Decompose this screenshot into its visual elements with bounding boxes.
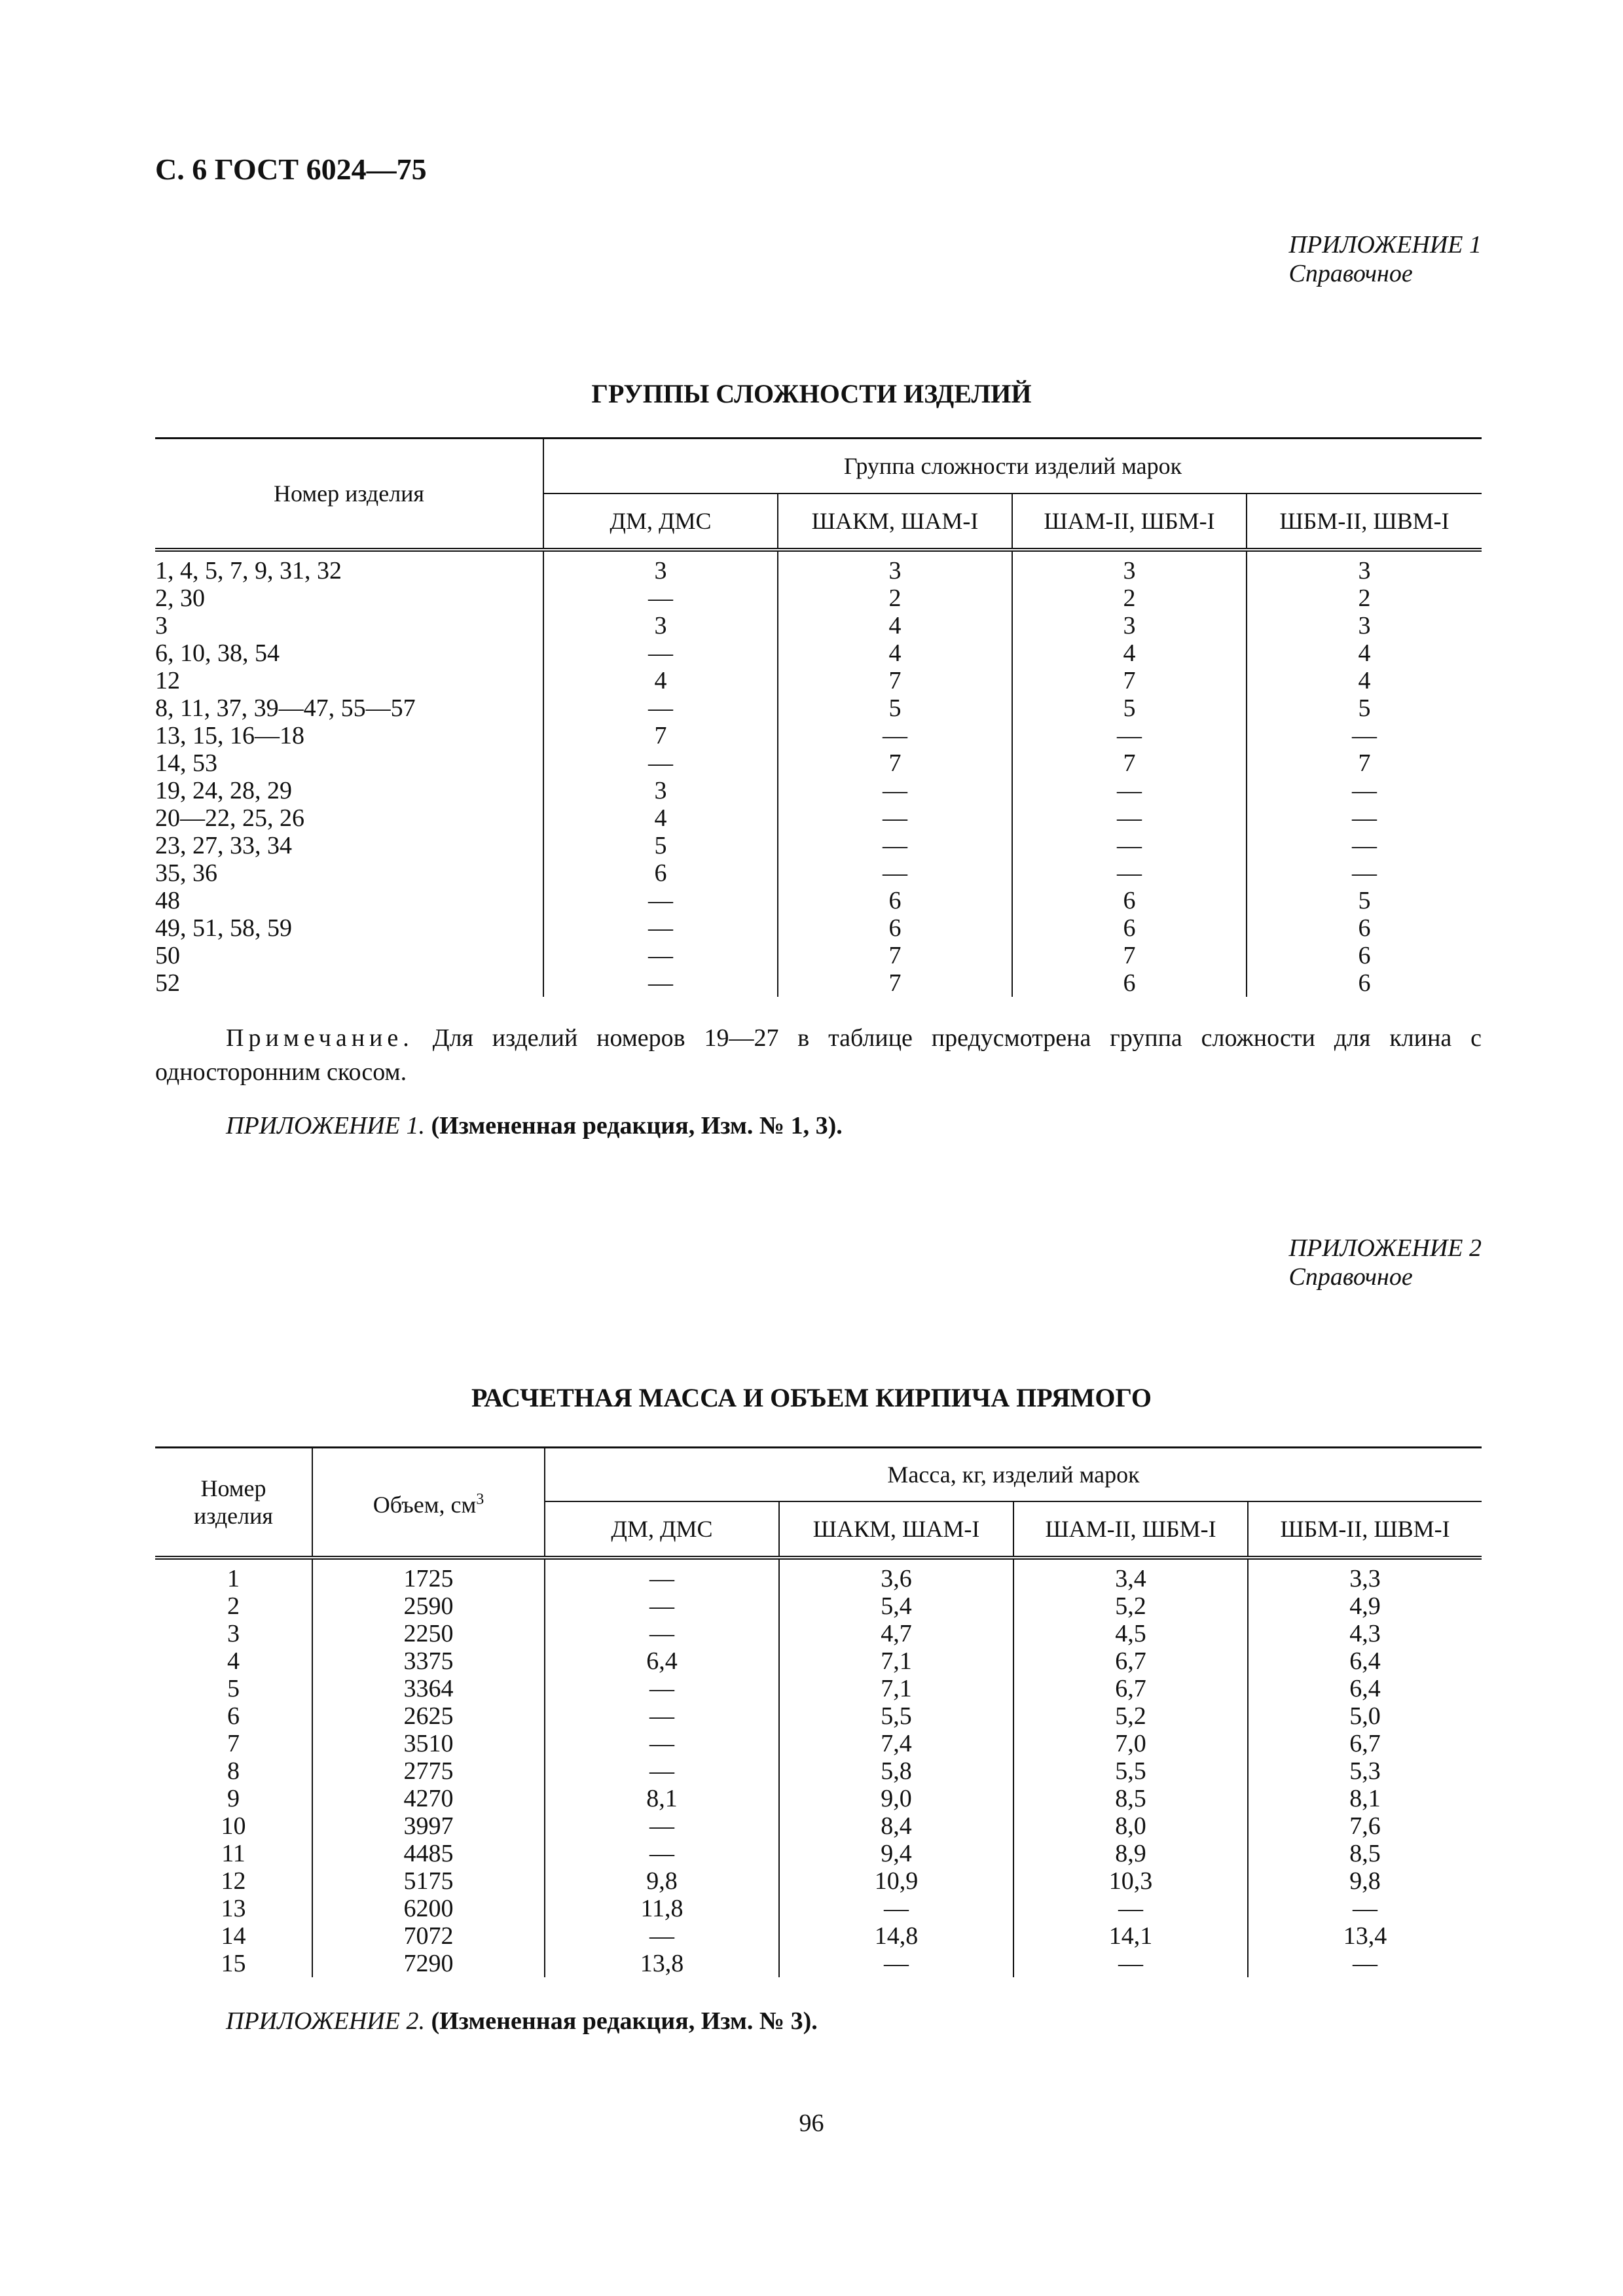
table-cell: 3,3 [1248, 1558, 1482, 1592]
table-cell: 3 [1012, 612, 1247, 639]
table-row [155, 694, 1482, 722]
appendix-2-change [226, 2007, 818, 2036]
table-cell: — [1012, 832, 1247, 859]
appendix-1-title: ПРИЛОЖЕНИЕ 1 [1288, 231, 1482, 259]
table-cell: 8,1 [545, 1785, 779, 1812]
table-cell: 5 [778, 694, 1012, 722]
table-cell: — [545, 1730, 779, 1757]
table-2-body [155, 1558, 1482, 1977]
table-cell: — [543, 887, 778, 914]
table-cell: 14, 53 [155, 749, 217, 777]
table-cell: 2 [1012, 584, 1247, 612]
table-cell: 5 [1012, 694, 1247, 722]
change-1-text: (Измененная редакция, Изм. № 1, 3). [424, 1112, 843, 1139]
table-cell: 4 [227, 1647, 240, 1675]
table-cell: 7 [1247, 749, 1482, 777]
table-cell: 7 [778, 969, 1012, 997]
table-cell: 6 [1247, 969, 1482, 997]
table-cell: — [1247, 722, 1482, 749]
table-cell: 2250 [312, 1620, 545, 1647]
table-cell: 3 [543, 612, 778, 639]
appendix-2-subtitle: Справочное [1288, 1263, 1413, 1291]
table-cell: 7,0 [1013, 1730, 1248, 1757]
col-header: ШАМ-II, ШБМ-I [1013, 1501, 1248, 1558]
table-row [155, 1647, 1482, 1675]
note-label: Примечание. [226, 1024, 414, 1052]
group-header: Группа сложности изделий марок [543, 439, 1482, 494]
table-note [155, 1021, 1482, 1089]
table-cell: 2625 [312, 1702, 545, 1730]
table-cell: 7 [778, 942, 1012, 969]
change-1-ref: ПРИЛОЖЕНИЕ 1. [226, 1112, 425, 1139]
table-cell: 6 [778, 887, 1012, 914]
table-cell: 7,1 [779, 1647, 1013, 1675]
table-row [155, 1675, 1482, 1702]
table-cell: 8,5 [1013, 1785, 1248, 1812]
table-cell: 12 [221, 1867, 246, 1895]
table-cell: 4 [1012, 639, 1247, 667]
table-cell: 7 [1012, 749, 1247, 777]
table-cell: — [545, 1840, 779, 1867]
table-cell: 6 [1012, 969, 1247, 997]
table-cell: 3 [1012, 550, 1247, 584]
table-cell: 6 [778, 914, 1012, 942]
group-header: Масса, кг, изделий марок [545, 1448, 1482, 1502]
table-row [155, 639, 1482, 667]
table-cell: 4 [778, 612, 1012, 639]
table-cell: — [778, 832, 1012, 859]
table-cell: 6,7 [1013, 1647, 1248, 1675]
table-row [155, 832, 1482, 859]
table-row [155, 1592, 1482, 1620]
table-cell: 7 [778, 749, 1012, 777]
table-cell: 3510 [312, 1730, 545, 1757]
appendix-2-title: ПРИЛОЖЕНИЕ 2 [1288, 1234, 1482, 1262]
table-cell: 7290 [312, 1950, 545, 1977]
table-cell: — [779, 1950, 1013, 1977]
table-row [155, 749, 1482, 777]
table-row [155, 1558, 1482, 1592]
col-item-line-2: изделия [194, 1503, 273, 1529]
table-cell: 10,9 [779, 1867, 1013, 1895]
table-cell: — [543, 749, 778, 777]
table-cell: 3 [155, 612, 168, 639]
table-cell: — [778, 804, 1012, 832]
table-cell: — [1248, 1950, 1482, 1977]
table-cell: 6,7 [1248, 1730, 1482, 1757]
table-cell: 20—22, 25, 26 [155, 804, 304, 832]
table-cell: 4 [1247, 639, 1482, 667]
table-cell: 5,0 [1248, 1702, 1482, 1730]
table-cell: 52 [155, 969, 180, 997]
table-cell: 5175 [312, 1867, 545, 1895]
table-row [155, 1812, 1482, 1840]
table-2-title: РАСЧЕТНАЯ МАССА И ОБЪЕМ КИРПИЧА ПРЯМОГО [471, 1383, 1152, 1412]
table-cell: 5,3 [1248, 1757, 1482, 1785]
table-cell: — [779, 1895, 1013, 1922]
table-cell: — [545, 1592, 779, 1620]
table-row [155, 1922, 1482, 1950]
table-row [155, 914, 1482, 942]
col-header: ДМ, ДМС [543, 493, 778, 550]
table-cell: — [1012, 804, 1247, 832]
table-cell: 3 [1247, 612, 1482, 639]
table-cell: 5 [1247, 887, 1482, 914]
table-cell: 4,5 [1013, 1620, 1248, 1647]
col-header: ШБМ-II, ШВМ-I [1248, 1501, 1482, 1558]
table-row [155, 667, 1482, 694]
appendix-1-label [1289, 230, 1482, 288]
table-cell: — [1012, 859, 1247, 887]
table-cell: 8,1 [1248, 1785, 1482, 1812]
table-cell: — [778, 777, 1012, 804]
table-row [155, 1950, 1482, 1977]
table-cell: 14 [221, 1922, 246, 1950]
page-number: 96 [799, 2109, 824, 2137]
table-cell: 11 [221, 1840, 246, 1867]
table-cell: 7 [1012, 942, 1247, 969]
table-cell: — [1247, 832, 1482, 859]
table-cell: 8,9 [1013, 1840, 1248, 1867]
table-cell: — [1247, 777, 1482, 804]
table-cell: 6,4 [1248, 1647, 1482, 1675]
table-cell: 6 [1247, 914, 1482, 942]
table-cell: 7072 [312, 1922, 545, 1950]
table-cell: 8,5 [1248, 1840, 1482, 1867]
table-row [155, 550, 1482, 584]
table-cell: 3 [1247, 550, 1482, 584]
table-cell: 11,8 [545, 1895, 779, 1922]
table-cell: 14,1 [1013, 1922, 1248, 1950]
page-header: С. 6 ГОСТ 6024—75 [155, 152, 427, 186]
table-cell: — [545, 1922, 779, 1950]
table-cell: 10,3 [1013, 1867, 1248, 1895]
table-cell: 7 [227, 1730, 240, 1757]
table-cell: 5,8 [779, 1757, 1013, 1785]
table-cell: — [778, 722, 1012, 749]
table-cell: 4270 [312, 1785, 545, 1812]
table-cell: 2775 [312, 1757, 545, 1785]
col-header: ШАМ-II, ШБМ-I [1012, 493, 1247, 550]
table-cell: — [545, 1558, 779, 1592]
table-cell: 9 [227, 1785, 240, 1812]
table-cell: 7,1 [779, 1675, 1013, 1702]
table-cell: 50 [155, 942, 180, 969]
table-cell: — [543, 914, 778, 942]
table-cell: 1 [227, 1565, 240, 1592]
table-cell: 5 [227, 1675, 240, 1702]
col-header: ШАКМ, ШАМ-I [779, 1501, 1013, 1558]
table-cell: — [545, 1757, 779, 1785]
table-cell: 3 [543, 550, 778, 584]
table-cell: 4485 [312, 1840, 545, 1867]
table-cell: — [545, 1620, 779, 1647]
table-row [155, 1702, 1482, 1730]
table-cell: 4,7 [779, 1620, 1013, 1647]
table-row [155, 1840, 1482, 1867]
table-cell: 5,2 [1013, 1592, 1248, 1620]
table-cell: 5 [543, 832, 778, 859]
table-row [155, 1757, 1482, 1785]
table-cell: 3364 [312, 1675, 545, 1702]
table-row [155, 1620, 1482, 1647]
table-cell: — [543, 942, 778, 969]
table-cell: 3 [543, 777, 778, 804]
table-cell: 7,4 [779, 1730, 1013, 1757]
table-cell: 4 [778, 639, 1012, 667]
table-cell: 9,4 [779, 1840, 1013, 1867]
table-cell: — [1013, 1950, 1248, 1977]
col-volume [312, 1448, 545, 1558]
table-cell: — [1247, 804, 1482, 832]
table-cell: — [543, 639, 778, 667]
table-cell: 6,7 [1013, 1675, 1248, 1702]
table-cell: 3 [778, 550, 1012, 584]
table-cell: 8 [227, 1757, 240, 1785]
table-cell: — [545, 1812, 779, 1840]
col-volume-label: Объем, см [373, 1492, 477, 1518]
table-row [155, 1895, 1482, 1922]
table-cell: 3,4 [1013, 1558, 1248, 1592]
table-cell: — [1247, 859, 1482, 887]
table-cell: — [1012, 777, 1247, 804]
table-cell: 4,3 [1248, 1620, 1482, 1647]
table-cell: — [543, 694, 778, 722]
table-cell: 13,4 [1248, 1922, 1482, 1950]
table-cell: 4 [543, 667, 778, 694]
col-item-line-1: Номер [200, 1475, 266, 1501]
table-cell: 4 [543, 804, 778, 832]
table-1-title: ГРУППЫ СЛОЖНОСТИ ИЗДЕЛИЙ [591, 379, 1032, 408]
table-cell: — [543, 969, 778, 997]
table-cell: 2 [1247, 584, 1482, 612]
table-cell: 3997 [312, 1812, 545, 1840]
complexity-groups-table [155, 437, 1482, 997]
col-header: ДМ, ДМС [545, 1501, 779, 1558]
table-cell: 5,2 [1013, 1702, 1248, 1730]
table-row [155, 722, 1482, 749]
col-item-number [155, 1448, 312, 1558]
table-cell: 6 [227, 1702, 240, 1730]
table-cell: 19, 24, 28, 29 [155, 777, 292, 804]
table-row [155, 1785, 1482, 1812]
table-cell: 6 [543, 859, 778, 887]
table-cell: 7 [1012, 667, 1247, 694]
table-cell: 6 [1012, 887, 1247, 914]
table-cell: 15 [221, 1950, 246, 1977]
table-cell: 2 [227, 1592, 240, 1620]
table-cell: 1, 4, 5, 7, 9, 31, 32 [155, 557, 342, 584]
table-cell: 2, 30 [155, 584, 205, 612]
table-row [155, 969, 1482, 997]
appendix-2-label [1289, 1234, 1482, 1291]
table-cell: 7 [543, 722, 778, 749]
col-volume-sup: 3 [476, 1491, 484, 1508]
table-cell: 2 [778, 584, 1012, 612]
table-cell: 4,9 [1248, 1592, 1482, 1620]
table-cell: — [1013, 1895, 1248, 1922]
table-cell: 6 [1247, 942, 1482, 969]
table-row [155, 859, 1482, 887]
table-cell: — [545, 1702, 779, 1730]
table-row [155, 887, 1482, 914]
table-cell: 13, 15, 16—18 [155, 722, 304, 749]
table-cell: 8,4 [779, 1812, 1013, 1840]
table-1-body [155, 550, 1482, 997]
table-cell: 5,5 [1013, 1757, 1248, 1785]
change-2-ref: ПРИЛОЖЕНИЕ 2. [226, 2007, 425, 2035]
col-header: ШАКМ, ШАМ-I [778, 493, 1012, 550]
table-cell: 7,6 [1248, 1812, 1482, 1840]
table-cell: 48 [155, 887, 180, 914]
table-cell: 3375 [312, 1647, 545, 1675]
table-cell: 6, 10, 38, 54 [155, 639, 280, 667]
table-cell: 49, 51, 58, 59 [155, 914, 292, 942]
table-cell: 13 [221, 1895, 246, 1922]
appendix-1-change [226, 1111, 843, 1140]
table-cell: 6200 [312, 1895, 545, 1922]
table-cell: 3,6 [779, 1558, 1013, 1592]
table-cell: — [545, 1675, 779, 1702]
table-cell: 1725 [312, 1558, 545, 1592]
table-cell: 6 [1012, 914, 1247, 942]
table-cell: 3 [227, 1620, 240, 1647]
table-row [155, 804, 1482, 832]
table-cell: 10 [221, 1812, 246, 1840]
table-row [155, 942, 1482, 969]
mass-volume-table [155, 1446, 1482, 1977]
table-cell: — [1012, 722, 1247, 749]
table-row [155, 1867, 1482, 1895]
table-cell: 6,4 [545, 1647, 779, 1675]
table-cell: 4 [1247, 667, 1482, 694]
table-cell: 6,4 [1248, 1675, 1482, 1702]
table-cell: 8,0 [1013, 1812, 1248, 1840]
table-cell: — [778, 859, 1012, 887]
col-item-number: Номер изделия [155, 439, 543, 550]
table-cell: 23, 27, 33, 34 [155, 832, 292, 859]
table-cell: 14,8 [779, 1922, 1013, 1950]
table-row [155, 777, 1482, 804]
table-cell: 5,4 [779, 1592, 1013, 1620]
table-cell: 9,8 [545, 1867, 779, 1895]
table-cell: 12 [155, 667, 180, 694]
table-cell: 13,8 [545, 1950, 779, 1977]
table-cell: 2590 [312, 1592, 545, 1620]
table-row [155, 612, 1482, 639]
table-cell: 5,5 [779, 1702, 1013, 1730]
table-row [155, 1730, 1482, 1757]
note-text: Для изделий номеров 19—27 в таблице предусмотрена группа сложности для клина с односторонним скосом. [155, 1024, 1482, 1086]
table-cell: — [543, 584, 778, 612]
table-cell: 9,8 [1248, 1867, 1482, 1895]
table-row [155, 584, 1482, 612]
table-cell: 9,0 [779, 1785, 1013, 1812]
table-cell: 35, 36 [155, 859, 217, 887]
change-2-text: (Измененная редакция, Изм. № 3). [424, 2007, 818, 2035]
appendix-1-subtitle: Справочное [1288, 260, 1413, 287]
table-cell: 8, 11, 37, 39—47, 55—57 [155, 694, 416, 722]
table-cell: 7 [778, 667, 1012, 694]
col-header: ШБМ-II, ШВМ-I [1247, 493, 1482, 550]
table-cell: — [1248, 1895, 1482, 1922]
table-cell: 5 [1247, 694, 1482, 722]
